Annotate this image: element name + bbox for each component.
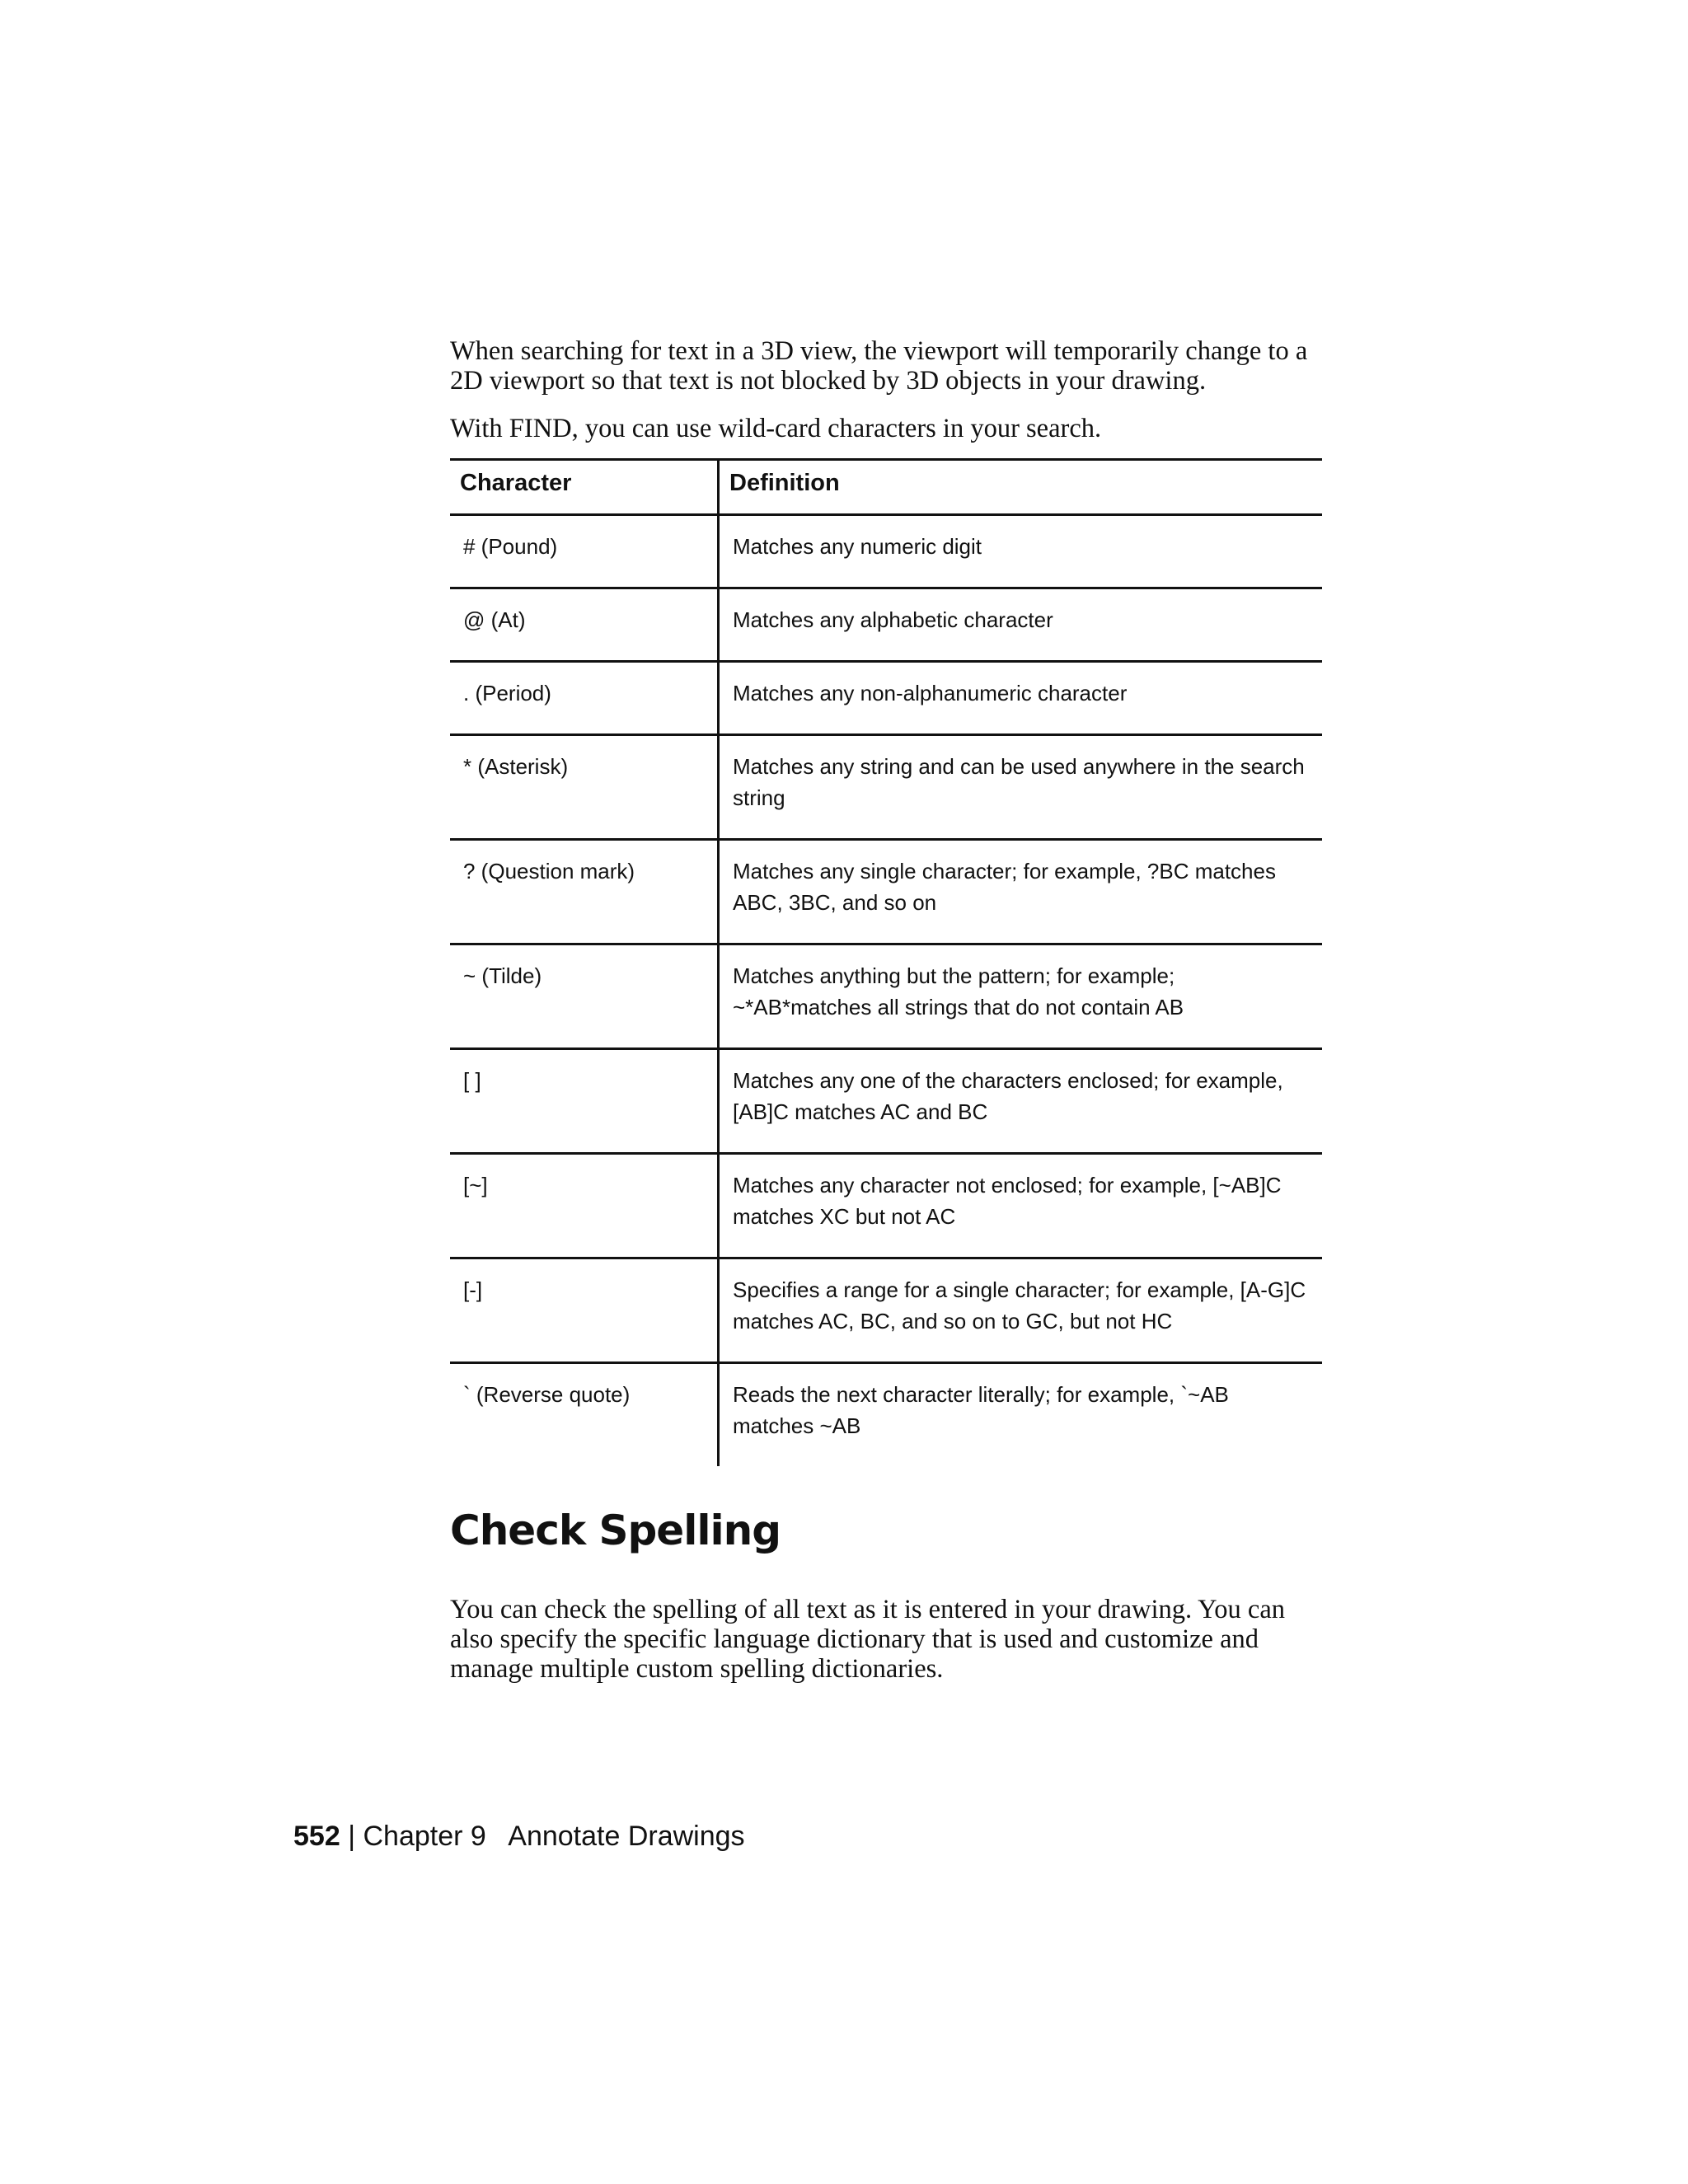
footer-separator: | [348, 1821, 356, 1852]
intro-paragraph: When searching for text in a 3D view, the viewport will temporarily change to a 2D viewport so that text is not blocked by 3D objects in your drawing. [450, 336, 1308, 396]
page-number: 552 [293, 1821, 340, 1852]
character-cell: # (Pound) [450, 515, 719, 588]
wildcard-intro-paragraph: With FIND, you can use wild-card characters in your search. [450, 414, 1102, 443]
table-row [450, 840, 1322, 944]
character-cell: [-] [450, 1258, 719, 1363]
table-row [450, 515, 1322, 588]
column-header-definition: Definition [719, 460, 1323, 515]
character-cell: @ (At) [450, 588, 719, 662]
character-cell: [ ] [450, 1049, 719, 1154]
definition-cell: Matches any string and can be used anywhere in the search string [719, 735, 1323, 840]
table-row [450, 944, 1322, 1049]
table-row [450, 1363, 1322, 1467]
page-content [450, 336, 1322, 1702]
section-heading: Check Spelling [450, 1507, 781, 1554]
table-row [450, 662, 1322, 735]
chapter-title: Annotate Drawings [508, 1821, 745, 1852]
definition-cell: Specifies a range for a single character; for example, [A-G]C matches AC, BC, and so on to GC, but not HC [719, 1258, 1323, 1363]
definition-cell: Matches any non-alphanumeric character [719, 662, 1323, 735]
definition-cell: Matches any one of the characters enclosed; for example, [AB]C matches AC and BC [719, 1049, 1323, 1154]
character-cell: ` (Reverse quote) [450, 1363, 719, 1467]
character-cell: ~ (Tilde) [450, 944, 719, 1049]
character-cell: [~] [450, 1154, 719, 1258]
chapter-label: Chapter 9 [363, 1821, 486, 1852]
table-row [450, 1258, 1322, 1363]
definition-cell: Matches anything but the pattern; for example; ~*AB*matches all strings that do not contain AB [719, 944, 1323, 1049]
definition-cell: Matches any single character; for example, ?BC matches ABC, 3BC, and so on [719, 840, 1323, 944]
page-footer [293, 1820, 745, 1853]
table-header-row [450, 460, 1322, 515]
character-cell: * (Asterisk) [450, 735, 719, 840]
table-row [450, 1154, 1322, 1258]
column-header-character: Character [450, 460, 719, 515]
wildcard-table [450, 458, 1322, 1466]
definition-cell: Matches any alphabetic character [719, 588, 1323, 662]
table-row [450, 1049, 1322, 1154]
definition-cell: Matches any character not enclosed; for example, [~AB]C matches XC but not AC [719, 1154, 1323, 1258]
section-paragraph: You can check the spelling of all text as it is entered in your drawing. You can also specify the specific language dictionary that is used and customize and manage multiple custom spelling dictionaries. [450, 1595, 1286, 1684]
table-row [450, 588, 1322, 662]
definition-cell: Matches any numeric digit [719, 515, 1323, 588]
definition-cell: Reads the next character literally; for example, `~AB matches ~AB [733, 1382, 1229, 1438]
character-cell: . (Period) [450, 662, 719, 735]
character-cell: ? (Question mark) [450, 840, 719, 944]
table-row [450, 735, 1322, 840]
